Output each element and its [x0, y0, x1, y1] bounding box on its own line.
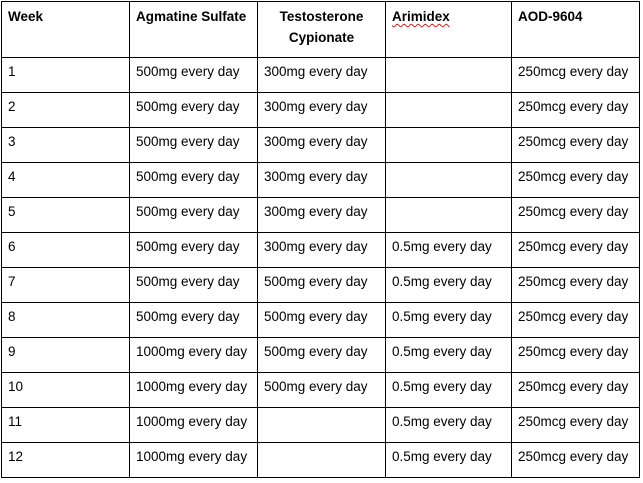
header-week: Week: [2, 2, 130, 58]
header-arimidex: [386, 2, 512, 58]
testosterone-cypionate-cell: 500mg every day: [258, 338, 386, 373]
week-cell: 4: [2, 163, 130, 198]
week-cell: 12: [2, 443, 130, 478]
aod-9604-cell: 250mcg every day: [512, 443, 640, 478]
testosterone-cypionate-cell: [258, 408, 386, 443]
arimidex-cell: [386, 198, 512, 233]
arimidex-cell: 0.5mg every day: [386, 338, 512, 373]
week-cell: 3: [2, 128, 130, 163]
aod-9604-cell: 250mcg every day: [512, 163, 640, 198]
table-row: [2, 338, 640, 373]
aod-9604-cell: 250mcg every day: [512, 338, 640, 373]
table-row: [2, 233, 640, 268]
table-body: [2, 58, 640, 478]
agmatine-sulfate-cell: 500mg every day: [130, 93, 258, 128]
testosterone-cypionate-cell: [258, 443, 386, 478]
table-row: [2, 128, 640, 163]
aod-9604-cell: 250mcg every day: [512, 198, 640, 233]
week-cell: 9: [2, 338, 130, 373]
agmatine-sulfate-cell: 500mg every day: [130, 58, 258, 93]
week-cell: 8: [2, 303, 130, 338]
agmatine-sulfate-cell: 500mg every day: [130, 163, 258, 198]
arimidex-cell: 0.5mg every day: [386, 233, 512, 268]
aod-9604-cell: 250mcg every day: [512, 58, 640, 93]
arimidex-cell: [386, 93, 512, 128]
header-testosterone-cypionate: Testosterone Cypionate: [258, 2, 386, 58]
week-cell: 7: [2, 268, 130, 303]
agmatine-sulfate-cell: 1000mg every day: [130, 338, 258, 373]
week-cell: 10: [2, 373, 130, 408]
week-cell: 5: [2, 198, 130, 233]
spellcheck-word: Arimidex: [392, 9, 450, 24]
agmatine-sulfate-cell: 500mg every day: [130, 303, 258, 338]
header-agmatine-sulfate: Agmatine Sulfate: [130, 2, 258, 58]
week-cell: 6: [2, 233, 130, 268]
testosterone-cypionate-cell: 500mg every day: [258, 268, 386, 303]
aod-9604-cell: 250mcg every day: [512, 93, 640, 128]
table-header: [2, 2, 640, 58]
table-row: [2, 443, 640, 478]
agmatine-sulfate-cell: 500mg every day: [130, 128, 258, 163]
agmatine-sulfate-cell: 1000mg every day: [130, 408, 258, 443]
arimidex-cell: 0.5mg every day: [386, 408, 512, 443]
arimidex-cell: 0.5mg every day: [386, 443, 512, 478]
header-row: [2, 2, 640, 58]
arimidex-cell: [386, 128, 512, 163]
table-row: [2, 58, 640, 93]
arimidex-cell: [386, 163, 512, 198]
testosterone-cypionate-cell: 300mg every day: [258, 128, 386, 163]
aod-9604-cell: 250mcg every day: [512, 233, 640, 268]
agmatine-sulfate-cell: 1000mg every day: [130, 373, 258, 408]
testosterone-cypionate-cell: 500mg every day: [258, 303, 386, 338]
agmatine-sulfate-cell: 500mg every day: [130, 233, 258, 268]
table-row: [2, 373, 640, 408]
table-row: [2, 408, 640, 443]
agmatine-sulfate-cell: 500mg every day: [130, 268, 258, 303]
week-cell: 1: [2, 58, 130, 93]
arimidex-cell: 0.5mg every day: [386, 373, 512, 408]
table-row: [2, 93, 640, 128]
testosterone-cypionate-cell: 300mg every day: [258, 198, 386, 233]
table-row: [2, 303, 640, 338]
testosterone-cypionate-cell: 300mg every day: [258, 233, 386, 268]
aod-9604-cell: 250mcg every day: [512, 303, 640, 338]
aod-9604-cell: 250mcg every day: [512, 373, 640, 408]
testosterone-cypionate-cell: 500mg every day: [258, 373, 386, 408]
arimidex-cell: 0.5mg every day: [386, 303, 512, 338]
week-cell: 2: [2, 93, 130, 128]
agmatine-sulfate-cell: 1000mg every day: [130, 443, 258, 478]
agmatine-sulfate-cell: 500mg every day: [130, 198, 258, 233]
aod-9604-cell: 250mcg every day: [512, 268, 640, 303]
testosterone-cypionate-cell: 300mg every day: [258, 58, 386, 93]
arimidex-cell: [386, 58, 512, 93]
table-row: [2, 268, 640, 303]
header-aod-9604: AOD-9604: [512, 2, 640, 58]
dosing-schedule-table: [1, 1, 640, 478]
arimidex-cell: 0.5mg every day: [386, 268, 512, 303]
testosterone-cypionate-cell: 300mg every day: [258, 93, 386, 128]
table-row: [2, 198, 640, 233]
aod-9604-cell: 250mcg every day: [512, 408, 640, 443]
testosterone-cypionate-cell: 300mg every day: [258, 163, 386, 198]
table-row: [2, 163, 640, 198]
aod-9604-cell: 250mcg every day: [512, 128, 640, 163]
week-cell: 11: [2, 408, 130, 443]
